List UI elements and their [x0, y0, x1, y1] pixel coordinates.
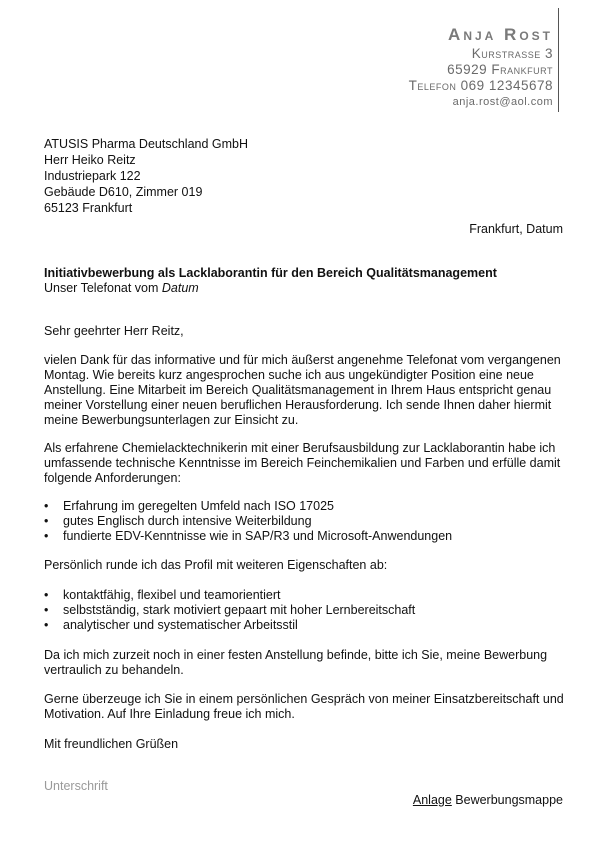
list-item — [44, 529, 564, 544]
list-item-text: gutes Englisch durch intensive Weiterbildung — [63, 514, 312, 528]
enclosure-label: Anlage — [412, 793, 452, 807]
letterhead-divider — [558, 8, 559, 112]
place-date: Frankfurt, Datum — [469, 222, 563, 236]
list-item-text: analytischer und systematischer Arbeitsstil — [63, 618, 298, 632]
recipient-street: Industriepark 122 — [44, 169, 141, 183]
paragraph-experience — [44, 441, 564, 486]
list-item — [44, 514, 564, 529]
bullet-icon: • — [44, 529, 49, 543]
list-item — [44, 499, 564, 514]
recipient-person: Herr Heiko Reitz — [44, 153, 136, 167]
sender-phone: Telefon 069 12345678 — [408, 78, 553, 93]
list-item-text: selbstständig, stark motiviert gepaart mit hoher Lernbereitschaft — [63, 603, 416, 617]
recipient-address — [44, 136, 248, 216]
closing-greeting: Mit freundlichen Grüßen — [44, 737, 179, 751]
enclosure-text: Bewerbungsmappe — [451, 793, 563, 807]
list-item-text: fundierte EDV-Kenntnisse wie in SAP/R3 und Microsoft-Anwendungen — [63, 529, 453, 543]
subject-block — [44, 266, 497, 296]
sender-street: Kurstrasse 3 — [471, 46, 553, 61]
recipient-company: ATUSIS Pharma Deutschland GmbH — [44, 137, 249, 151]
paragraph-intro-text: vielen Dank für das informative und für mich äußerst angenehme Telefonat vom vergangenen Montag. Wie bereits kurz angesprochen suche ich aus ungekündigter Position eine neue Anstellung. Eine Mitarbeit im Bereich Qualitätsmanagement in Ihrem Haus entspricht genau meiner Vorstellung einer neuen beruflichen Herausforderung. Ich sende Ihnen daher hiermit meine Bewerbungsunterlagen zur Einsicht zu. — [44, 353, 561, 427]
subject-title: Initiativbewerbung als Lacklaborantin für den Bereich Qualitätsmanagement — [44, 266, 497, 280]
recipient-city: 65123 Frankfurt — [44, 201, 133, 215]
enclosure-note — [413, 793, 563, 808]
paragraph-intro — [44, 353, 564, 428]
bullet-icon: • — [44, 603, 49, 617]
bullet-icon: • — [44, 499, 49, 513]
subject-reference — [44, 281, 497, 296]
list-item-text: Erfahrung im geregelten Umfeld nach ISO 17025 — [63, 499, 334, 513]
list-item — [44, 603, 564, 618]
bullet-icon: • — [44, 618, 49, 632]
paragraph-profile: Persönlich runde ich das Profil mit weiteren Eigenschaften ab: — [44, 558, 388, 572]
recipient-building: Gebäude D610, Zimmer 019 — [44, 185, 203, 199]
reference-date: Datum — [161, 281, 199, 295]
list-item-text: kontaktfähig, flexibel und teamorientiert — [63, 588, 281, 602]
qualities-list — [44, 588, 564, 633]
paragraph-confidential: Da ich mich zurzeit noch in einer festen Anstellung befinde, bitte ich Sie, meine Bewerbung vertraulich zu behandeln. — [44, 648, 548, 677]
list-item — [44, 588, 564, 603]
letterhead — [409, 24, 553, 110]
paragraph-experience-text: Als erfahrene Chemielacktechnikerin mit einer Berufsausbildung zur Lacklaborantin habe ich umfassende technische Kenntnisse im Bereich Feinchemikalien und Farben und erfülle damit folgende Anforderungen: — [44, 441, 561, 485]
sender-name: Anja Rost — [448, 25, 553, 44]
requirements-list — [44, 499, 564, 544]
reference-prefix: Unser Telefonat vom — [44, 281, 162, 295]
salutation: Sehr geehrter Herr Reitz, — [44, 324, 184, 338]
bullet-icon: • — [44, 588, 49, 602]
sender-city: 65929 Frankfurt — [447, 62, 553, 77]
bullet-icon: • — [44, 514, 49, 528]
paragraph-closing: Gerne überzeuge ich Sie in einem persönlichen Gespräch von meiner Einsatzbereitschaft und Motivation. Auf Ihre Einladung freue ich mich. — [44, 692, 564, 721]
signature-placeholder: Unterschrift — [44, 779, 108, 793]
sender-email: anja.rost@aol.com — [452, 96, 553, 108]
list-item — [44, 618, 564, 633]
